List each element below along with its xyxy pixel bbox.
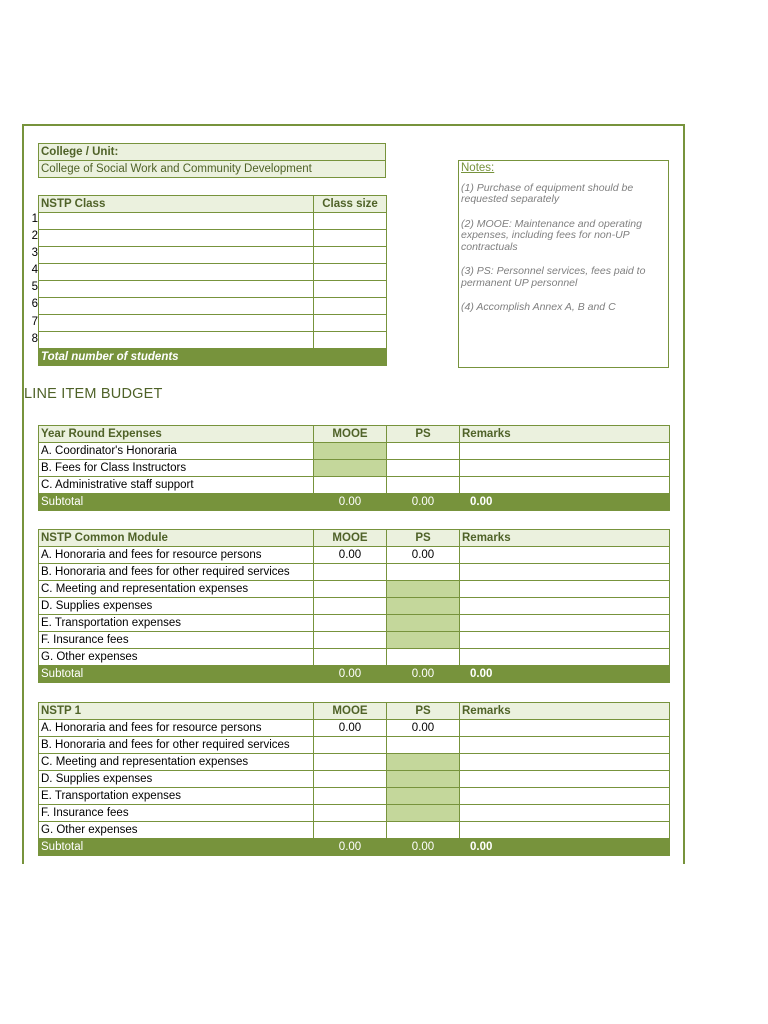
class-name-cell[interactable] bbox=[39, 213, 314, 230]
remarks-cell[interactable] bbox=[460, 564, 670, 581]
mooe-cell[interactable] bbox=[314, 737, 387, 754]
row-number: 6 bbox=[31, 298, 38, 310]
ps-cell[interactable]: 0.00 bbox=[387, 720, 460, 737]
subtotal-row bbox=[39, 839, 670, 856]
college-unit-label: College / Unit: bbox=[39, 144, 386, 161]
ps-cell[interactable] bbox=[387, 477, 460, 494]
table-row bbox=[39, 720, 670, 737]
class-size-cell[interactable] bbox=[314, 315, 387, 332]
ps-cell[interactable] bbox=[387, 632, 460, 649]
total-students-label: Total number of students bbox=[39, 349, 314, 366]
mooe-cell[interactable] bbox=[314, 632, 387, 649]
ps-cell[interactable] bbox=[387, 460, 460, 477]
row-label: E. Transportation expenses bbox=[39, 615, 314, 632]
remarks-cell[interactable] bbox=[460, 443, 670, 460]
ps-header: PS bbox=[387, 426, 460, 443]
table-row bbox=[39, 460, 670, 477]
common-module-table bbox=[38, 529, 670, 683]
ps-cell[interactable] bbox=[387, 788, 460, 805]
subtotal-mooe: 0.00 bbox=[314, 494, 387, 511]
row-label: G. Other expenses bbox=[39, 649, 314, 666]
subtotal-mooe: 0.00 bbox=[314, 666, 387, 683]
remarks-cell[interactable] bbox=[460, 615, 670, 632]
note-item: (1) Purchase of equipment should be requested separately bbox=[461, 181, 634, 205]
class-name-cell[interactable] bbox=[39, 247, 314, 264]
subtotal-label: Subtotal bbox=[39, 494, 314, 511]
row-label: C. Meeting and representation expenses bbox=[39, 754, 314, 771]
table-row bbox=[39, 564, 670, 581]
table-row bbox=[39, 788, 670, 805]
remarks-cell[interactable] bbox=[460, 581, 670, 598]
remarks-header: Remarks bbox=[460, 530, 670, 547]
class-size-cell[interactable] bbox=[314, 230, 387, 247]
row-number: 5 bbox=[31, 281, 38, 293]
class-size-cell[interactable] bbox=[314, 298, 387, 315]
subtotal-ps: 0.00 bbox=[387, 494, 460, 511]
subtotal-remarks: 0.00 bbox=[460, 666, 670, 683]
row-number: 7 bbox=[31, 316, 38, 328]
row-label: E. Transportation expenses bbox=[39, 788, 314, 805]
mooe-cell[interactable] bbox=[314, 771, 387, 788]
mooe-cell[interactable] bbox=[314, 754, 387, 771]
nstp-class-table bbox=[38, 195, 387, 366]
table-row bbox=[39, 632, 670, 649]
row-label: C. Administrative staff support bbox=[39, 477, 314, 494]
ps-cell[interactable] bbox=[387, 805, 460, 822]
class-name-cell[interactable] bbox=[39, 264, 314, 281]
class-name-cell[interactable] bbox=[39, 298, 314, 315]
row-label: G. Other expenses bbox=[39, 822, 314, 839]
class-name-cell[interactable] bbox=[39, 315, 314, 332]
mooe-cell[interactable] bbox=[314, 477, 387, 494]
mooe-cell[interactable] bbox=[314, 649, 387, 666]
table-row bbox=[39, 737, 670, 754]
class-size-cell[interactable] bbox=[314, 213, 387, 230]
row-label: A. Honoraria and fees for resource persons bbox=[39, 547, 314, 564]
ps-cell[interactable]: 0.00 bbox=[387, 547, 460, 564]
row-label: B. Fees for Class Instructors bbox=[39, 460, 314, 477]
ps-cell[interactable] bbox=[387, 443, 460, 460]
ps-cell[interactable] bbox=[387, 649, 460, 666]
table-row bbox=[39, 581, 670, 598]
row-label: A. Honoraria and fees for resource persons bbox=[39, 720, 314, 737]
college-unit-table bbox=[38, 143, 386, 178]
row-number: 8 bbox=[31, 333, 38, 345]
row-number: 1 bbox=[31, 213, 38, 225]
mooe-cell[interactable] bbox=[314, 564, 387, 581]
remarks-header: Remarks bbox=[460, 703, 670, 720]
subtotal-remarks: 0.00 bbox=[460, 839, 670, 856]
row-number: 2 bbox=[31, 230, 38, 242]
subtotal-mooe: 0.00 bbox=[314, 839, 387, 856]
mooe-cell[interactable]: 0.00 bbox=[314, 720, 387, 737]
notes-box bbox=[458, 160, 669, 368]
ps-header: PS bbox=[387, 703, 460, 720]
mooe-header: MOOE bbox=[314, 703, 387, 720]
table-row bbox=[39, 443, 670, 460]
class-name-cell[interactable] bbox=[39, 281, 314, 298]
remarks-cell[interactable] bbox=[460, 547, 670, 564]
table-row bbox=[39, 771, 670, 788]
ps-cell[interactable] bbox=[387, 754, 460, 771]
mooe-cell[interactable] bbox=[314, 598, 387, 615]
mooe-cell[interactable]: 0.00 bbox=[314, 547, 387, 564]
mooe-cell[interactable] bbox=[314, 460, 387, 477]
class-size-cell[interactable] bbox=[314, 332, 387, 349]
mooe-cell[interactable] bbox=[314, 788, 387, 805]
remarks-cell[interactable] bbox=[460, 460, 670, 477]
row-label: D. Supplies expenses bbox=[39, 771, 314, 788]
class-size-cell[interactable] bbox=[314, 247, 387, 264]
ps-cell[interactable] bbox=[387, 598, 460, 615]
table-row bbox=[39, 547, 670, 564]
remarks-header: Remarks bbox=[460, 426, 670, 443]
mooe-cell[interactable] bbox=[314, 443, 387, 460]
mooe-cell[interactable] bbox=[314, 822, 387, 839]
remarks-cell[interactable] bbox=[460, 788, 670, 805]
class-name-cell[interactable] bbox=[39, 230, 314, 247]
row-label: F. Insurance fees bbox=[39, 632, 314, 649]
class-size-cell[interactable] bbox=[314, 264, 387, 281]
remarks-cell[interactable] bbox=[460, 805, 670, 822]
year-round-table bbox=[38, 425, 670, 511]
ps-cell[interactable] bbox=[387, 822, 460, 839]
common-module-title: NSTP Common Module bbox=[39, 530, 314, 547]
note-item: (3) PS: Personnel services, fees paid to permanent UP personnel bbox=[461, 265, 646, 289]
row-label: F. Insurance fees bbox=[39, 805, 314, 822]
remarks-cell[interactable] bbox=[460, 822, 670, 839]
remarks-cell[interactable] bbox=[460, 632, 670, 649]
mooe-header: MOOE bbox=[314, 426, 387, 443]
row-number: 3 bbox=[31, 247, 38, 259]
note-item: (4) Accomplish Annex A, B and C bbox=[461, 301, 616, 313]
class-size-header: Class size bbox=[314, 196, 387, 213]
subtotal-ps: 0.00 bbox=[387, 839, 460, 856]
nstp1-title: NSTP 1 bbox=[39, 703, 314, 720]
table-row bbox=[39, 754, 670, 771]
subtotal-label: Subtotal bbox=[39, 666, 314, 683]
table-row bbox=[39, 477, 670, 494]
remarks-cell[interactable] bbox=[460, 754, 670, 771]
remarks-cell[interactable] bbox=[460, 771, 670, 788]
table-row bbox=[39, 649, 670, 666]
table-row bbox=[39, 822, 670, 839]
ps-cell[interactable] bbox=[387, 564, 460, 581]
row-label: A. Coordinator's Honoraria bbox=[39, 443, 314, 460]
remarks-cell[interactable] bbox=[460, 649, 670, 666]
subtotal-label: Subtotal bbox=[39, 839, 314, 856]
college-unit-value[interactable]: College of Social Work and Community Development bbox=[39, 161, 386, 178]
class-size-cell[interactable] bbox=[314, 281, 387, 298]
mooe-cell[interactable] bbox=[314, 581, 387, 598]
mooe-header: MOOE bbox=[314, 530, 387, 547]
note-item: (2) MOOE: Maintenance and operating expenses, including fees for non-UP contractuals bbox=[461, 217, 642, 253]
remarks-cell[interactable] bbox=[460, 477, 670, 494]
ps-cell[interactable] bbox=[387, 581, 460, 598]
row-number: 4 bbox=[31, 264, 38, 276]
mooe-cell[interactable] bbox=[314, 805, 387, 822]
row-label: D. Supplies expenses bbox=[39, 598, 314, 615]
subtotal-remarks: 0.00 bbox=[460, 494, 670, 511]
table-row bbox=[39, 615, 670, 632]
table-row bbox=[39, 805, 670, 822]
remarks-cell[interactable] bbox=[460, 737, 670, 754]
subtotal-row bbox=[39, 494, 670, 511]
ps-cell[interactable] bbox=[387, 737, 460, 754]
mooe-cell[interactable] bbox=[314, 615, 387, 632]
nstp-class-header: NSTP Class bbox=[39, 196, 314, 213]
row-label: B. Honoraria and fees for other required services bbox=[39, 737, 314, 754]
nstp1-table bbox=[38, 702, 670, 856]
table-row bbox=[39, 598, 670, 615]
notes-title: Notes: bbox=[461, 162, 495, 174]
line-item-budget-title: LINE ITEM BUDGET bbox=[24, 386, 163, 402]
year-round-title: Year Round Expenses bbox=[39, 426, 314, 443]
row-label: B. Honoraria and fees for other required services bbox=[39, 564, 314, 581]
subtotal-row bbox=[39, 666, 670, 683]
class-name-cell[interactable] bbox=[39, 332, 314, 349]
remarks-cell[interactable] bbox=[460, 720, 670, 737]
row-label: C. Meeting and representation expenses bbox=[39, 581, 314, 598]
subtotal-ps: 0.00 bbox=[387, 666, 460, 683]
total-students-value[interactable] bbox=[314, 349, 387, 366]
ps-cell[interactable] bbox=[387, 615, 460, 632]
ps-header: PS bbox=[387, 530, 460, 547]
remarks-cell[interactable] bbox=[460, 598, 670, 615]
ps-cell[interactable] bbox=[387, 771, 460, 788]
